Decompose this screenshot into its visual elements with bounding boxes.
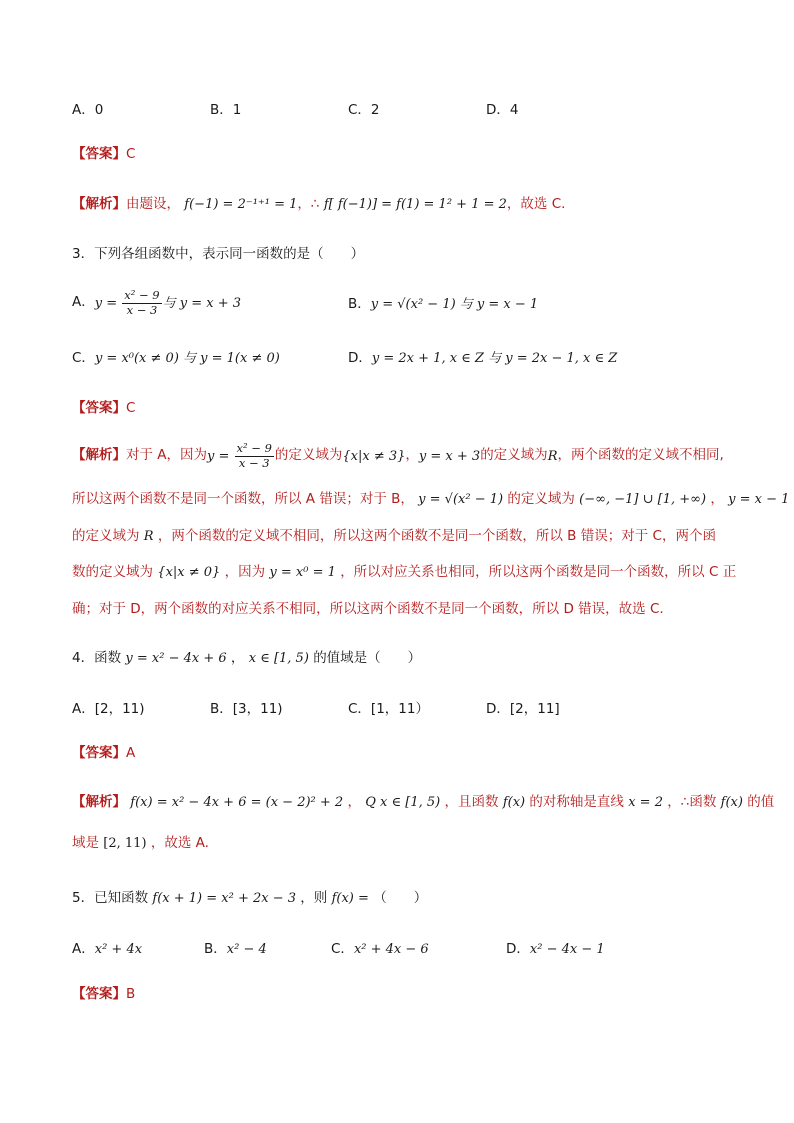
q4-option-c: C．[1，11） bbox=[348, 701, 429, 717]
option-label: D． bbox=[506, 941, 530, 957]
q2-analysis bbox=[72, 198, 565, 212]
analysis-line-1 bbox=[72, 796, 774, 810]
analysis-text: ，因为 bbox=[224, 564, 266, 580]
answer-value: A bbox=[126, 745, 136, 761]
q4-stem bbox=[72, 652, 421, 666]
analysis-expr: y = √(x² − 1) bbox=[418, 492, 504, 507]
analysis-line-2 bbox=[72, 493, 789, 507]
analysis-lead: 由题设， bbox=[126, 196, 180, 212]
analysis-text: 的对称轴是直线 bbox=[529, 794, 624, 810]
q5-answer bbox=[72, 988, 135, 1002]
q3-option-a bbox=[72, 290, 241, 316]
analysis-line-1 bbox=[72, 443, 724, 469]
stem-text: （ ） bbox=[373, 890, 428, 906]
analysis-expr: f[ f(−1)] = f(1) = 1² + 1 = 2 bbox=[323, 197, 507, 212]
analysis-line-5: 确；对于 D，两个函数的对应关系不相同，所以这两个函数不是同一个函数，所以 D 错误，故选 C. bbox=[72, 601, 664, 617]
analysis-tag: 【解析】 bbox=[72, 447, 126, 464]
option-label: A． bbox=[72, 941, 95, 957]
stem-expr: y = x² − 4x + 6 bbox=[125, 651, 227, 666]
analysis-expr: y = x − 1 bbox=[728, 492, 790, 507]
analysis-expr: R bbox=[547, 448, 558, 464]
q3-option-d bbox=[348, 352, 617, 366]
answer-value: B bbox=[126, 986, 136, 1002]
q2-answer bbox=[72, 148, 135, 162]
analysis-text: ， bbox=[710, 491, 724, 507]
stem-text: 的值域是（ ） bbox=[313, 650, 422, 666]
analysis-text: 的定义域为 bbox=[480, 447, 548, 464]
stem-expr: f(x + 1) = x² + 2x − 3 bbox=[152, 891, 296, 906]
fraction bbox=[235, 443, 274, 469]
analysis-text: 数的定义域为 bbox=[72, 564, 153, 580]
q3-stem: 3．下列各组函数中，表示同一函数的是（ ） bbox=[72, 246, 365, 262]
analysis-line-4 bbox=[72, 566, 736, 580]
fraction-numerator: x² − 9 bbox=[236, 441, 272, 455]
q5-option-d bbox=[506, 943, 605, 957]
q3-option-b bbox=[348, 298, 538, 312]
fraction-numerator: x² − 9 bbox=[124, 288, 160, 302]
analysis-text: ， bbox=[405, 447, 419, 464]
answer-value: C bbox=[126, 400, 136, 416]
q4-answer bbox=[72, 747, 135, 761]
option-label: C． bbox=[72, 350, 95, 366]
option-expr: y = x⁰(x ≠ 0) 与 y = 1(x ≠ 0) bbox=[94, 351, 280, 366]
option-label: D． bbox=[348, 350, 372, 366]
stem-text: ， bbox=[230, 650, 245, 666]
analysis-expr: R bbox=[143, 529, 154, 544]
stem-text: 5．已知函数 bbox=[72, 890, 149, 906]
analysis-text: ， bbox=[347, 794, 361, 810]
q4-option-d: D．[2，11] bbox=[486, 701, 560, 717]
fraction-denominator: x − 3 bbox=[126, 302, 158, 317]
analysis-expr: y = x + 3 bbox=[418, 448, 481, 464]
analysis-expr: [2, 11) bbox=[103, 836, 147, 851]
analysis-expr: f(−1) = 2⁻¹⁺¹ = 1 bbox=[184, 197, 298, 212]
q5-option-b bbox=[204, 943, 267, 957]
q2-option-b: B．1 bbox=[210, 102, 242, 118]
analysis-expr: x = 2 bbox=[628, 795, 663, 810]
analysis-expr: Q x ∈ [1, 5) bbox=[365, 795, 441, 810]
q2-option-d: D．4 bbox=[486, 102, 519, 118]
analysis-line-3 bbox=[72, 530, 716, 544]
analysis-text: ，两个函数的定义域不相同, bbox=[557, 447, 724, 464]
option-label: C． bbox=[331, 941, 354, 957]
q4-option-b: B．[3，11) bbox=[210, 701, 283, 717]
option-label: A． bbox=[72, 294, 95, 311]
q3-answer bbox=[72, 402, 135, 416]
analysis-text: ，故选 A. bbox=[150, 835, 209, 851]
answer-tag: 【答案】 bbox=[72, 745, 126, 761]
analysis-text: 的值 bbox=[747, 794, 775, 810]
option-expr: y = √(x² − 1) 与 y = x − 1 bbox=[370, 297, 539, 312]
option-label: B． bbox=[204, 941, 227, 957]
stem-expr: f(x) = bbox=[331, 891, 369, 906]
analysis-text: ，∴函数 bbox=[667, 794, 717, 810]
analysis-text: 的定义域为 bbox=[274, 447, 343, 464]
option-expr: y = 2x + 1, x ∈ Z 与 y = 2x − 1, x ∈ Z bbox=[371, 351, 618, 366]
analysis-line-2 bbox=[72, 837, 209, 851]
analysis-text: ，两个函数的定义域不相同，所以这两个函数不是同一个函数，所以 B 错误；对于 C，两个函 bbox=[157, 528, 716, 544]
q5-option-a bbox=[72, 943, 142, 957]
stem-text: ，则 bbox=[300, 890, 328, 906]
analysis-expr: {x|x ≠ 3} bbox=[342, 448, 406, 464]
answer-tag: 【答案】 bbox=[72, 986, 126, 1002]
analysis-expr: y = x⁰ = 1 bbox=[269, 565, 336, 580]
fraction-denominator: x − 3 bbox=[238, 455, 270, 470]
option-expr: x² + 4x bbox=[94, 942, 143, 957]
answer-tag: 【答案】 bbox=[72, 400, 126, 416]
analysis-expr: f(x) bbox=[502, 795, 526, 810]
option-expr: x² − 4x − 1 bbox=[529, 942, 605, 957]
option-expr: x² − 4 bbox=[226, 942, 267, 957]
analysis-sep: ，∴ bbox=[297, 196, 320, 212]
option-label: B． bbox=[348, 296, 371, 312]
analysis-end: ，故选 C. bbox=[506, 196, 566, 212]
option-rest: 与 y = x + 3 bbox=[162, 295, 242, 311]
answer-tag: 【答案】 bbox=[72, 146, 126, 162]
analysis-text: ，且函数 bbox=[444, 794, 499, 810]
fraction bbox=[122, 290, 161, 316]
analysis-text: 的定义域为 bbox=[507, 491, 575, 507]
q2-option-a: A．0 bbox=[72, 102, 104, 118]
analysis-expr: (−∞, −1] ∪ [1, +∞) bbox=[579, 492, 707, 507]
analysis-text: 所以这两个函数不是同一个函数，所以 A 错误；对于 B， bbox=[72, 491, 414, 507]
analysis-text: 域是 bbox=[72, 835, 99, 851]
analysis-text: 的定义域为 bbox=[72, 528, 140, 544]
analysis-expr: f(x) bbox=[720, 795, 743, 810]
q5-option-c bbox=[331, 943, 429, 957]
analysis-text: 对于 A，因为 bbox=[126, 447, 208, 464]
analysis-expr: {x|x ≠ 0} bbox=[157, 565, 221, 580]
q3-option-c bbox=[72, 352, 280, 366]
analysis-var: y = bbox=[207, 448, 234, 464]
q5-stem bbox=[72, 892, 427, 906]
analysis-tag: 【解析】 bbox=[72, 196, 126, 212]
option-expr: x² + 4x − 6 bbox=[353, 942, 429, 957]
stem-expr: x ∈ [1, 5) bbox=[248, 651, 309, 666]
q2-option-c: C．2 bbox=[348, 102, 380, 118]
analysis-tag: 【解析】 bbox=[72, 794, 126, 810]
answer-value: C bbox=[126, 146, 136, 162]
option-var: y = bbox=[94, 295, 122, 311]
analysis-expr: f(x) = x² − 4x + 6 = (x − 2)² + 2 bbox=[130, 795, 344, 810]
stem-text: 4．函数 bbox=[72, 650, 122, 666]
analysis-text: ，所以对应关系也相同，所以这两个函数是同一个函数，所以 C 正 bbox=[340, 564, 737, 580]
q4-option-a: A．[2，11) bbox=[72, 701, 145, 717]
